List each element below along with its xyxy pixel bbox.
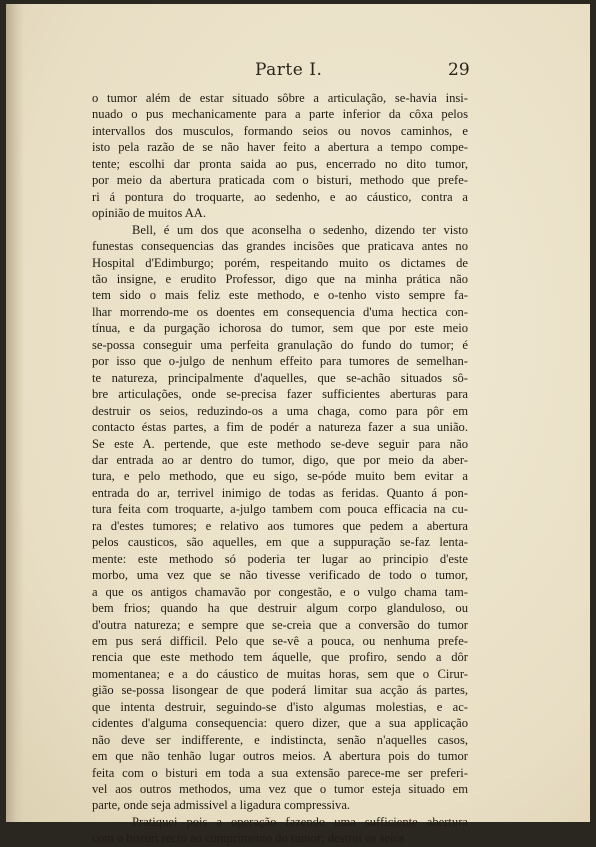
text-line: em pus será difficil. Pelo que se-vê a pouca, ou nenhuma prefe-	[92, 633, 468, 648]
text-line: parte, onde seja admissivel a ligadura compressiva.	[92, 798, 351, 813]
text-line: bre articulações, onde se-precisa fazer sufficientes aberturas para	[92, 387, 468, 402]
text-line: opinião de muitos AA.	[92, 206, 207, 221]
text-line: intervallos dos musculos, formando seios ou novos caminhos, e	[92, 123, 468, 138]
text-line: feita com o bisturi em toda a sua extensão parece-me ser preferi-	[92, 765, 468, 780]
text-line: o tumor além de estar situado sôbre a articulação, se-havia insi-	[92, 91, 468, 105]
text-line: bem frios; quando ha que destruir algum corpo glanduloso, ou	[92, 601, 468, 616]
text-line: tem sido o mais feliz este methodo, e o-tenho visto sempre fa-	[92, 288, 468, 303]
text-line: não deve ser indifferente, e indistincta, senão n'aquelles casos,	[92, 732, 468, 747]
text-line: que intenta destruir, seguindo-se d'isto algumas molestias, e ac-	[92, 699, 468, 714]
text-line: ri á pontura do troquarte, ao sedenho, e ao cáustico, contra a	[92, 189, 468, 204]
text-line: vel aos outros methodos, uma vez que o tumor esteja situado em	[92, 782, 468, 797]
page-number: 29	[448, 60, 470, 80]
text-line: funestas consequencias das grandes incisões que praticava antes no	[92, 239, 468, 254]
running-header	[90, 60, 490, 84]
body-text	[92, 90, 468, 847]
text-line: tínua, e da purgação ichorosa do tumor, sem que por este meio	[92, 321, 468, 336]
text-line: isto pela razão de se não haver feito a abertura a tempo compe-	[92, 140, 468, 155]
text-line: tura feita com troquarte, a-julgo tambem com pouca efficacia na cu-	[92, 502, 468, 517]
text-line: com o bisturi recto ao comprimento do tumor; destrui os seios	[92, 831, 405, 846]
text-line: te natureza, principalmente d'aquelles, que se-achão situados sô-	[92, 370, 468, 385]
text-line: pelos causticos, são aquelles, em que a suppuração se-faz lenta-	[92, 535, 468, 550]
text-line: morbo, uma vez que se não tivesse verificado de todo o tumor,	[92, 568, 468, 583]
text-line: destruir os seios, reduzindo-os a uma chaga, como para pôr em	[92, 403, 468, 418]
text-line: nuado o pus mechanicamente para a parte inferior da côxa pelos	[92, 107, 468, 122]
text-line: por meio da abertura praticada com o bisturi, methodo que prefe-	[92, 173, 468, 188]
text-line: momentanea; e a do cáustico de muitas horas, sem que o Cirur-	[92, 666, 468, 681]
text-line: por isso que o-julgo de nenhum effeito para tumores de semelhan-	[92, 354, 468, 369]
text-line: cidentes d'alguma consequencia: quero dizer, que a sua applicação	[92, 716, 468, 731]
text-line: Se este A. pertende, que este methodo se-deve seguir para não	[92, 436, 468, 451]
text-line: ra d'estes tumores; e relativo aos tumores que pedem a abertura	[92, 518, 468, 533]
text-line: tão insigne, e erudito Professor, digo que na minha prática não	[92, 271, 468, 286]
text-line: Hospital d'Edimburgo; porém, respeitando muito os dictames de	[92, 255, 468, 270]
page-gutter	[6, 4, 24, 822]
text-line: rencia que este methodo tem áquelle, que profiro, sendo a dôr	[92, 650, 468, 665]
text-line: Bell, é um dos que aconselha o sedenho, dizendo ter visto	[132, 222, 468, 237]
text-line: dar entrada ao ar dentro do tumor, digo, que por meio da aber-	[92, 452, 468, 467]
part-title: Parte I.	[255, 60, 323, 80]
text-line: Pratiquei pois a operação fazendo uma sufficiente abertura	[132, 814, 468, 829]
text-line: tente; escolhi dar pronta saida ao pus, encerrado no dito tumor,	[92, 156, 468, 171]
text-line: a que os antigos chamavão por congestão, e o vulgo chama tam-	[92, 584, 468, 599]
text-line: lhar morrendo-me os doentes em consequencia d'uma hectica con-	[92, 304, 468, 319]
text-line: em que não tenhão lugar outros meios. A abertura pois do tumor	[92, 749, 468, 764]
text-line: se-possa conseguir uma perfeita granulação do fundo do tumor; é	[92, 337, 468, 352]
text-line: contacto éstas partes, a fim de podér a natureza fazer a sua união.	[92, 420, 468, 435]
text-line: gião se-possa lisongear de que poderá limitar sua acção ás partes,	[92, 683, 468, 698]
text-line: tura, e pelo methodo, que eu sigo, se-póde muito bem evitar a	[92, 469, 468, 484]
text-line: entrada do ar, terrivel inimigo de todas as feridas. Quanto á pon-	[92, 485, 468, 500]
text-line: mente: este methodo só poderia ter lugar ao principio d'este	[92, 551, 468, 566]
text-line: d'outra natureza; e sempre que se-creia que a conversão do tumor	[92, 617, 468, 632]
